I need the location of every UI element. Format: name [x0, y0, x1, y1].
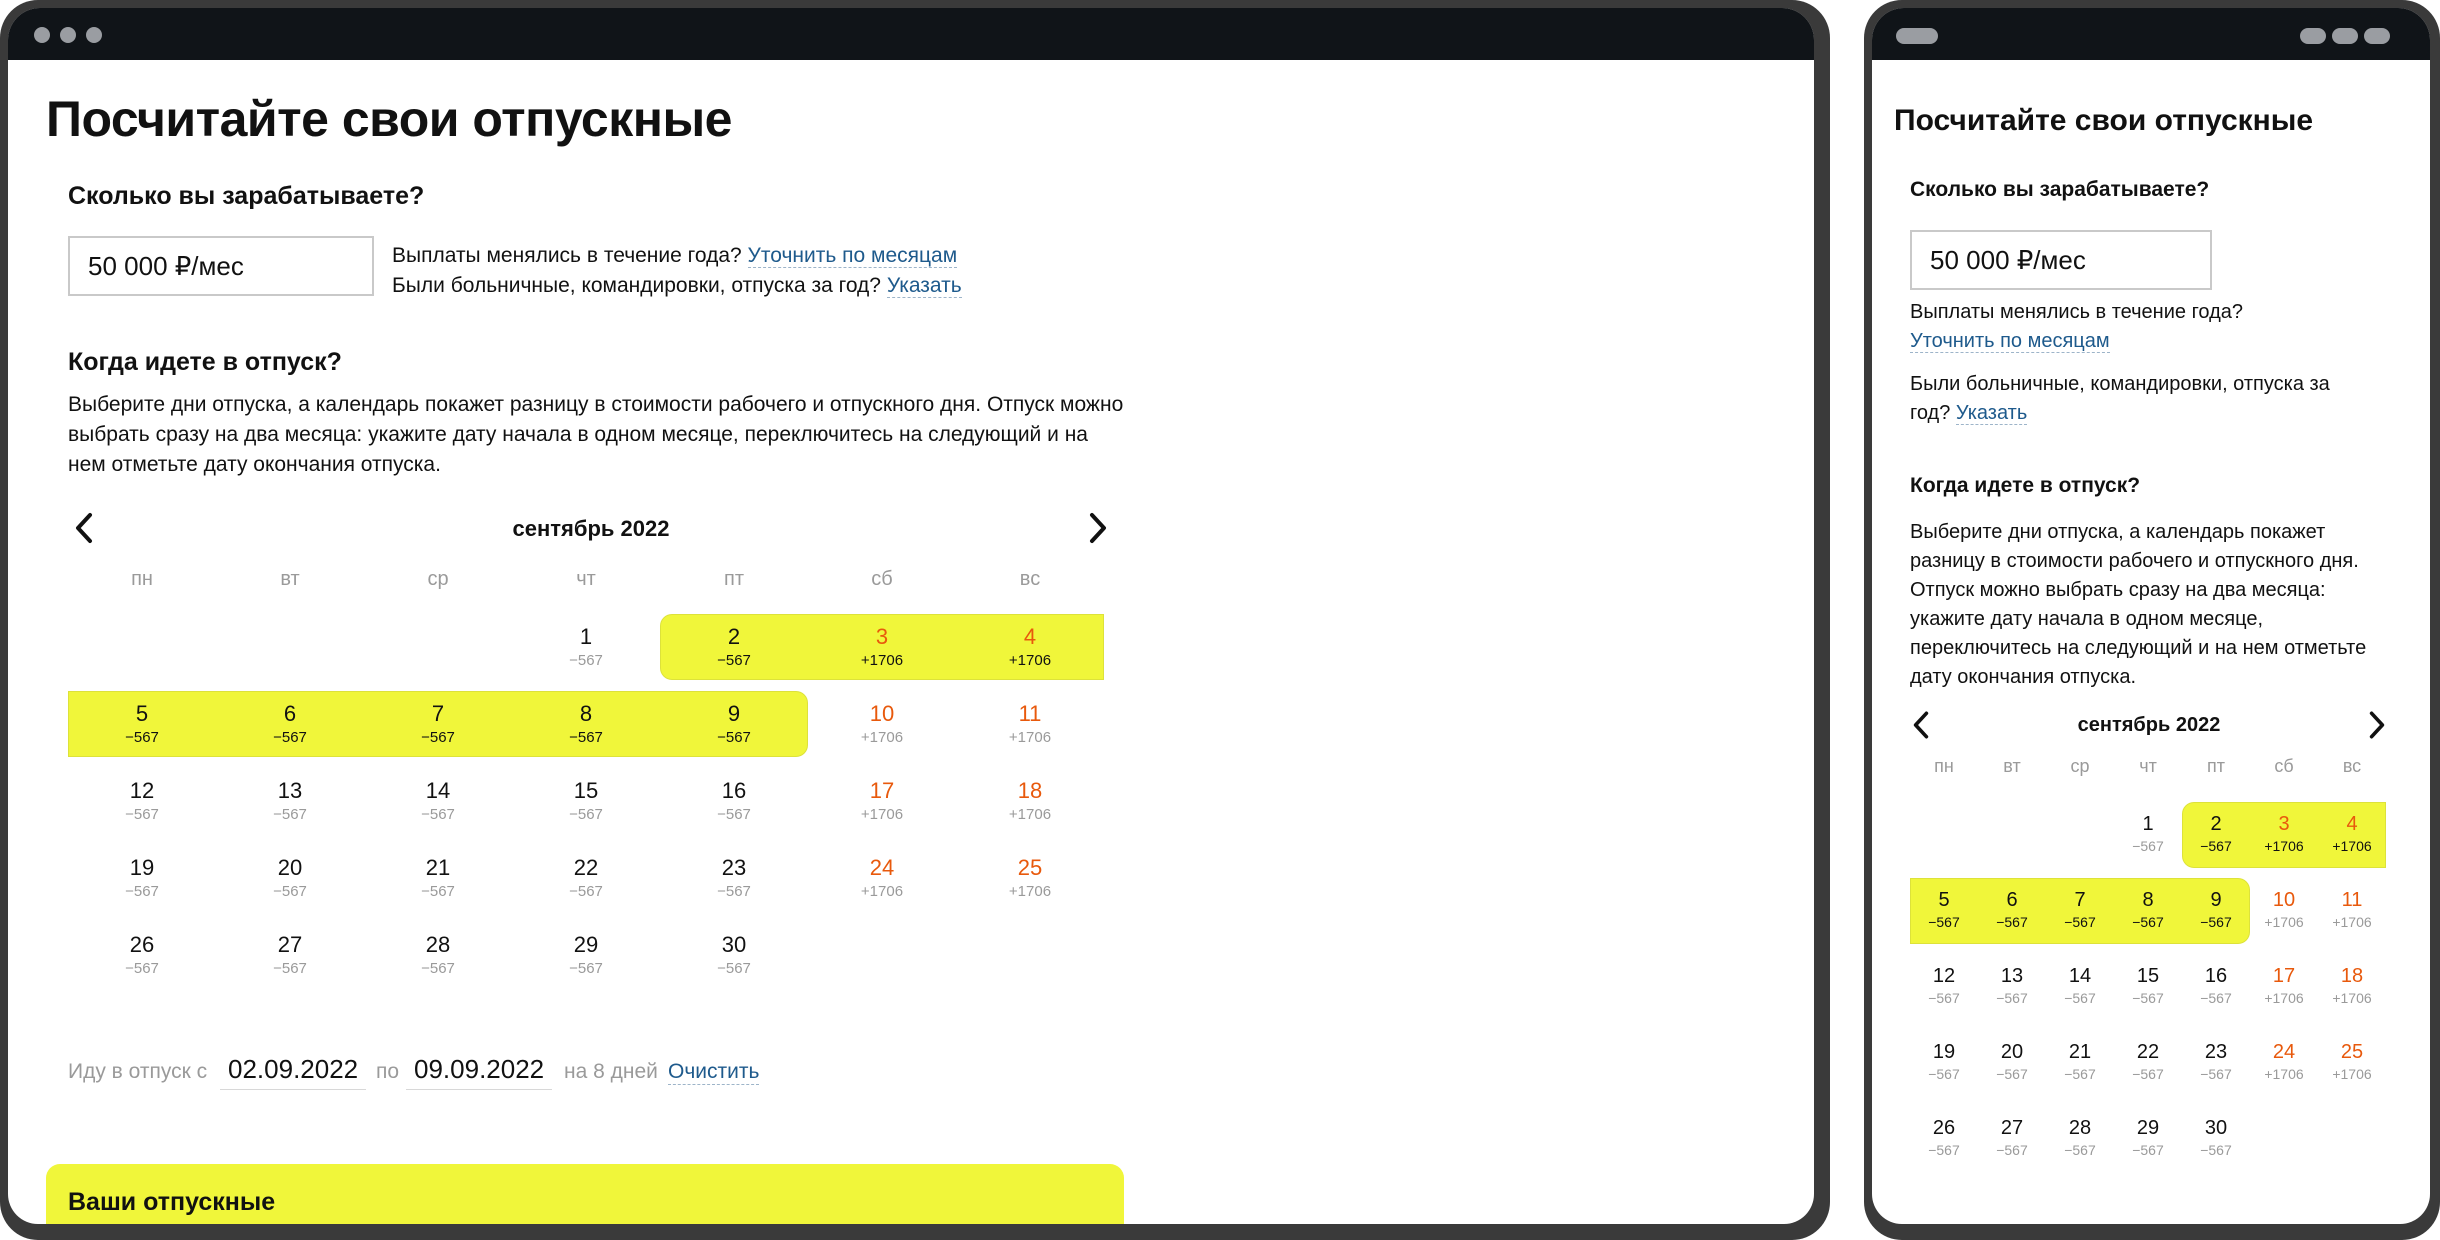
calendar-day-value: −567	[1996, 990, 2028, 1006]
calendar-day-number: 4	[2346, 813, 2358, 835]
calendar-month-label: сентябрь 2022	[2077, 714, 2221, 736]
weekday-label: чт	[2139, 756, 2157, 776]
calendar-day-number: 29	[573, 932, 599, 957]
income-heading: Сколько вы зарабатываете?	[1910, 178, 2210, 201]
calendar-day-number: 7	[431, 701, 445, 726]
calendar-day-number: 14	[425, 778, 451, 803]
calendar-day-value: +1706	[2332, 990, 2372, 1006]
calendar-day-value: −567	[273, 806, 307, 823]
calendar-day-number: 20	[277, 855, 303, 880]
weekday-label: пн	[1934, 756, 1954, 776]
vacation-heading: Когда идете в отпуск?	[1910, 474, 2141, 497]
calendar-day[interactable]	[1978, 964, 2046, 1008]
calendar-day-value: +1706	[860, 652, 904, 669]
calendar-day-value: −567	[1996, 1142, 2028, 1158]
calendar-day-number: 11	[2341, 889, 2363, 911]
calendar-day[interactable]	[364, 701, 512, 748]
window-dot-icon[interactable]	[86, 27, 102, 43]
calendar-day-value: +1706	[2264, 990, 2304, 1006]
vacation-calendar	[68, 508, 1114, 1008]
mobile-content	[1872, 60, 2430, 1224]
calendar-day-number: 21	[2068, 1041, 2092, 1063]
calendar-day-number: 10	[2272, 889, 2296, 911]
result-panel	[46, 1164, 1124, 1224]
calendar-day[interactable]	[1978, 888, 2046, 932]
calendar-day-value: −567	[273, 729, 307, 746]
calendar-day[interactable]	[2182, 812, 2250, 856]
mobile-screen	[1872, 8, 2430, 1224]
calendar-day-number: 19	[1932, 1041, 1956, 1063]
weekday-label: вс	[1019, 568, 1041, 590]
calendar-day[interactable]	[660, 855, 808, 902]
calendar-day[interactable]	[68, 932, 216, 979]
calendar-day-value: −567	[2064, 1142, 2096, 1158]
calendar-day[interactable]	[512, 932, 660, 979]
calendar-day-value: −567	[1996, 1066, 2028, 1082]
calendar-day[interactable]	[1910, 964, 1978, 1008]
calendar-day-number: 27	[277, 932, 303, 957]
calendar-day-value: −567	[273, 960, 307, 977]
calendar-day-value: −567	[569, 729, 603, 746]
calendar-day-value: +1706	[2264, 838, 2304, 854]
chevron-right-icon[interactable]	[1088, 512, 1108, 544]
vacation-heading: Когда идете в отпуск?	[68, 348, 342, 376]
calendar-day-value: −567	[421, 883, 455, 900]
calendar-day-number: 22	[573, 855, 599, 880]
income-note-absences-text: Были больничные, командировки, отпуска за год?	[392, 274, 881, 297]
calendar-day-number: 13	[277, 778, 303, 803]
calendar-day-value: −567	[569, 806, 603, 823]
calendar-day-value: −567	[2064, 1066, 2096, 1082]
calendar-day[interactable]	[364, 778, 512, 825]
calendar-day[interactable]	[1910, 1116, 1978, 1160]
calendar-month-label: сентябрь 2022	[512, 516, 670, 541]
calendar-day-value: −567	[125, 883, 159, 900]
calendar-day-number: 17	[869, 778, 895, 803]
calendar-day-number: 3	[875, 624, 889, 649]
calendar-day-number: 4	[1023, 624, 1037, 649]
calendar-day[interactable]	[2318, 1040, 2386, 1084]
calendar-day-value: −567	[1928, 1066, 1960, 1082]
calendar-day-value: +1706	[1008, 883, 1052, 900]
calendar-day[interactable]	[2046, 1116, 2114, 1160]
mobile-browser-frame	[1864, 0, 2440, 1240]
calendar-day-number: 26	[1932, 1117, 1956, 1139]
window-dot-icon[interactable]	[60, 27, 76, 43]
calendar-day-value: −567	[421, 806, 455, 823]
vacation-period-prefix: Иду в отпуск с	[68, 1060, 208, 1083]
calendar-day-number: 16	[721, 778, 747, 803]
chevron-left-icon[interactable]	[74, 512, 94, 544]
calendar-day-value: −567	[2064, 914, 2096, 930]
calendar-day[interactable]	[68, 701, 216, 748]
weekday-label: вт	[280, 568, 300, 590]
weekday-label: сб	[2274, 756, 2294, 776]
calendar-day-value: −567	[2132, 990, 2164, 1006]
calendar-day-number: 20	[2000, 1041, 2024, 1063]
desktop-titlebar	[8, 8, 1814, 60]
calendar-day-value: +1706	[1008, 652, 1052, 669]
calendar-day-number: 2	[727, 624, 741, 649]
calendar-day-number: 7	[2074, 889, 2086, 911]
calendar-day[interactable]	[956, 701, 1104, 748]
vacation-start-date[interactable]: 02.09.2022	[220, 1054, 366, 1090]
calendar-day-value: −567	[1928, 1142, 1960, 1158]
calendar-day[interactable]	[808, 855, 956, 902]
calendar-day[interactable]	[2182, 964, 2250, 1008]
calendar-day-number: 23	[721, 855, 747, 880]
calendar-day-value: −567	[2132, 838, 2164, 854]
calendar-day[interactable]	[808, 701, 956, 748]
calendar-day-value: −567	[569, 960, 603, 977]
calendar-day[interactable]	[2182, 1040, 2250, 1084]
window-dot-icon[interactable]	[34, 27, 50, 43]
calendar-day-number: 19	[129, 855, 155, 880]
window-pill-icon[interactable]	[2300, 28, 2326, 44]
window-pill-icon[interactable]	[2364, 28, 2390, 44]
window-pill-icon[interactable]	[1896, 28, 1938, 44]
calendar-day-number: 21	[425, 855, 451, 880]
calendar-day-value: −567	[2200, 990, 2232, 1006]
calendar-day-value: −567	[717, 960, 751, 977]
calendar-day[interactable]	[1910, 888, 1978, 932]
specify-absences-link[interactable]: Указать	[886, 274, 962, 297]
calendar-day[interactable]	[216, 701, 364, 748]
calendar-day[interactable]	[512, 624, 660, 671]
calendar-day-number: 5	[1938, 889, 1950, 911]
calendar-day-value: +1706	[860, 729, 904, 746]
vacation-duration: на 8 дней	[564, 1060, 658, 1083]
calendar-day[interactable]	[660, 624, 808, 671]
weekday-label: пн	[131, 568, 153, 590]
calendar-day-number: 28	[2068, 1117, 2092, 1139]
calendar-day[interactable]	[512, 855, 660, 902]
chevron-left-icon[interactable]	[1912, 710, 1930, 740]
calendar-day-number: 2	[2210, 813, 2222, 835]
weekday-label: пт	[724, 568, 744, 590]
clear-link[interactable]: Очистить	[668, 1060, 760, 1083]
income-note-monthly	[1910, 298, 2380, 356]
calendar-day[interactable]	[2318, 812, 2386, 856]
calendar-day-number: 29	[2136, 1117, 2160, 1139]
calendar-day[interactable]	[68, 778, 216, 825]
weekday-label: пт	[2207, 756, 2225, 776]
calendar-day-value: −567	[2132, 1142, 2164, 1158]
income-note-absences-text: Были больничные, командировки, отпуска за год?	[1910, 373, 2330, 424]
calendar-day[interactable]	[2250, 888, 2318, 932]
calendar-day-number: 10	[869, 701, 895, 726]
calendar-day-value: −567	[273, 883, 307, 900]
calendar-day[interactable]	[364, 855, 512, 902]
calendar-day[interactable]	[2318, 888, 2386, 932]
vacation-period-middle: по	[376, 1060, 400, 1083]
weekday-label: сб	[871, 568, 893, 590]
calendar-day-value: −567	[2132, 914, 2164, 930]
calendar-day[interactable]	[512, 778, 660, 825]
calendar-day[interactable]	[2114, 888, 2182, 932]
income-note-monthly	[392, 244, 957, 268]
calendar-day[interactable]	[216, 855, 364, 902]
calendar-day-value: +1706	[2332, 1066, 2372, 1082]
calendar-day-number: 6	[283, 701, 297, 726]
income-heading: Сколько вы зарабатываете?	[68, 182, 425, 210]
calendar-day[interactable]	[2114, 1040, 2182, 1084]
calendar-day-number: 3	[2278, 813, 2290, 835]
desktop-content	[8, 60, 1814, 1224]
calendar-day[interactable]	[2182, 1116, 2250, 1160]
calendar-day[interactable]	[1910, 1040, 1978, 1084]
weekday-label: вс	[2342, 756, 2362, 776]
calendar-day[interactable]	[216, 932, 364, 979]
calendar-day[interactable]	[2046, 888, 2114, 932]
calendar-day-value: −567	[2132, 1066, 2164, 1082]
calendar-day[interactable]	[364, 932, 512, 979]
calendar-day[interactable]	[808, 778, 956, 825]
window-pill-icon[interactable]	[2332, 28, 2358, 44]
calendar-day-number: 18	[2340, 965, 2364, 987]
calendar-day-number: 9	[727, 701, 741, 726]
calendar-day-value: +1706	[1008, 806, 1052, 823]
income-input[interactable]: 50 000 ₽/мес	[1910, 230, 2212, 290]
specify-absences-link[interactable]: Указать	[1955, 402, 2028, 424]
calendar-day-number: 8	[2142, 889, 2154, 911]
calendar-day[interactable]	[216, 778, 364, 825]
calendar-day-number: 30	[721, 932, 747, 957]
calendar-day[interactable]	[512, 701, 660, 748]
calendar-day-number: 9	[2210, 889, 2222, 911]
calendar-day[interactable]	[660, 701, 808, 748]
calendar-day[interactable]	[1978, 1116, 2046, 1160]
calendar-day-value: −567	[421, 960, 455, 977]
calendar-day-number: 22	[2136, 1041, 2160, 1063]
income-note-monthly-text: Выплаты менялись в течение года?	[392, 244, 742, 267]
calendar-day[interactable]	[808, 624, 956, 671]
calendar-day[interactable]	[2046, 964, 2114, 1008]
calendar-day-value: +1706	[2264, 914, 2304, 930]
calendar-day[interactable]	[2114, 1116, 2182, 1160]
calendar-day-number: 25	[2340, 1041, 2364, 1063]
calendar-day-number: 25	[1017, 855, 1043, 880]
calendar-day-value: +1706	[860, 883, 904, 900]
calendar-day-number: 30	[2204, 1117, 2228, 1139]
income-input[interactable]: 50 000 ₽/мес	[68, 236, 374, 296]
calendar-day-number: 24	[2272, 1041, 2296, 1063]
calendar-day-number: 12	[1932, 965, 1956, 987]
calendar-day-number: 26	[129, 932, 155, 957]
page-title: Посчитайте свои отпускные	[1894, 104, 2314, 137]
calendar-day[interactable]	[68, 855, 216, 902]
calendar-day-number: 1	[2142, 813, 2154, 835]
calendar-day-value: −567	[569, 883, 603, 900]
calendar-day-value: +1706	[2332, 838, 2372, 854]
calendar-day-value: −567	[125, 729, 159, 746]
mobile-titlebar	[1872, 8, 2430, 60]
page-title: Посчитайте свои отпускные	[46, 91, 732, 147]
vacation-end-date[interactable]: 09.09.2022	[406, 1054, 552, 1090]
weekday-label: ср	[427, 568, 449, 590]
calendar-day[interactable]	[2114, 812, 2182, 856]
calendar-day-number: 15	[573, 778, 599, 803]
calendar-day-value: −567	[2200, 1142, 2232, 1158]
calendar-day[interactable]	[2046, 1040, 2114, 1084]
vacation-description: Выберите дни отпуска, а календарь покажет разницу в стоимости рабочего и отпускного дня. Отпуск можно выбрать сразу на два месяца: укажите дату начала в одном месяце, переключитесь на следующий и на нем отметьте дату окончания отпуска.	[68, 393, 1124, 476]
calendar-day[interactable]	[2250, 964, 2318, 1008]
specify-by-months-link[interactable]: Уточнить по месяцам	[747, 244, 958, 267]
calendar-day-value: +1706	[1008, 729, 1052, 746]
vacation-description: Выберите дни отпуска, а календарь покажет разницу в стоимости рабочего и отпускного дня. Отпуск можно выбрать сразу на два месяца: укажите дату начала в одном месяце, переключитесь на следующий и на нем отметьте дату окончания отпуска.	[1910, 521, 2367, 688]
calendar-day[interactable]	[956, 778, 1104, 825]
calendar-day[interactable]	[2250, 812, 2318, 856]
calendar-day-number: 18	[1017, 778, 1043, 803]
weekday-label: чт	[576, 568, 596, 590]
calendar-day-number: 6	[2006, 889, 2018, 911]
calendar-day-value: +1706	[2332, 914, 2372, 930]
calendar-day[interactable]	[660, 932, 808, 979]
calendar-day[interactable]	[2182, 888, 2250, 932]
calendar-day-value: −567	[125, 960, 159, 977]
calendar-day-number: 8	[579, 701, 593, 726]
calendar-day[interactable]	[956, 855, 1104, 902]
calendar-day[interactable]	[2318, 964, 2386, 1008]
calendar-day-number: 12	[129, 778, 155, 803]
calendar-day-value: −567	[2200, 838, 2232, 854]
vacation-calendar	[1910, 708, 2388, 1208]
calendar-day[interactable]	[2250, 1040, 2318, 1084]
calendar-day-value: −567	[1996, 914, 2028, 930]
calendar-day[interactable]	[660, 778, 808, 825]
income-note-absences	[1910, 370, 2340, 428]
weekday-label: вт	[2003, 756, 2021, 776]
calendar-day-value: −567	[717, 883, 751, 900]
calendar-day-value: +1706	[2264, 1066, 2304, 1082]
calendar-day-value: −567	[1928, 990, 1960, 1006]
specify-by-months-link[interactable]: Уточнить по месяцам	[1910, 330, 2110, 352]
weekday-label: ср	[2070, 756, 2090, 776]
income-note-monthly-text: Выплаты менялись в течение года?	[1910, 301, 2244, 323]
calendar-day-value: −567	[2200, 914, 2232, 930]
calendar-day-number: 17	[2272, 965, 2296, 987]
chevron-right-icon[interactable]	[2368, 710, 2386, 740]
calendar-day-value: −567	[717, 806, 751, 823]
calendar-day-value: −567	[569, 652, 603, 669]
calendar-day-number: 27	[2000, 1117, 2024, 1139]
calendar-day-number: 5	[135, 701, 149, 726]
calendar-day-value: −567	[2064, 990, 2096, 1006]
calendar-day[interactable]	[956, 624, 1104, 671]
calendar-day-number: 1	[579, 624, 593, 649]
result-heading: Ваши отпускные	[68, 1188, 276, 1216]
calendar-day-value: −567	[717, 652, 751, 669]
calendar-day-value: −567	[421, 729, 455, 746]
calendar-day-number: 15	[2136, 965, 2160, 987]
calendar-day-value: −567	[2200, 1066, 2232, 1082]
calendar-day-number: 24	[869, 855, 895, 880]
calendar-day-value: −567	[717, 729, 751, 746]
calendar-day-number: 13	[2000, 965, 2024, 987]
calendar-day-number: 16	[2204, 965, 2228, 987]
calendar-day[interactable]	[1978, 1040, 2046, 1084]
desktop-screen	[8, 8, 1814, 1224]
calendar-day-number: 23	[2204, 1041, 2228, 1063]
income-note-absences	[392, 274, 962, 298]
calendar-day-number: 14	[2068, 965, 2092, 987]
calendar-day-value: −567	[125, 806, 159, 823]
calendar-day-number: 11	[1018, 701, 1042, 726]
calendar-day-value: −567	[1928, 914, 1960, 930]
calendar-day[interactable]	[2114, 964, 2182, 1008]
calendar-day-number: 28	[425, 932, 451, 957]
calendar-day-value: +1706	[860, 806, 904, 823]
